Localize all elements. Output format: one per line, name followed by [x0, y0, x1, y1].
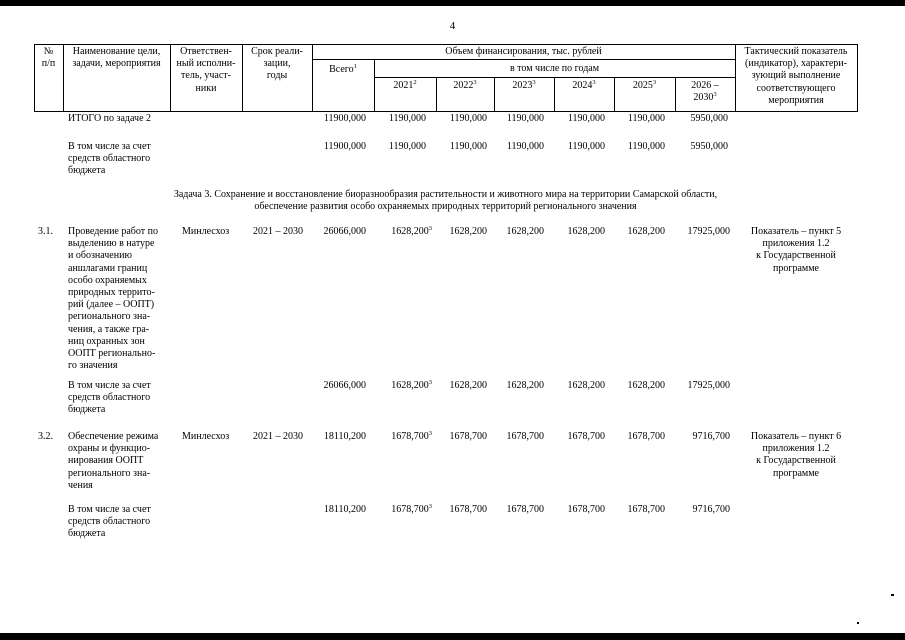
r31-budget-2026-2030: 17925,000	[687, 380, 730, 391]
header-total-sup: 1	[353, 63, 357, 70]
header-year-2026-2030	[675, 80, 735, 104]
r32-budget-total: 18110,200	[323, 504, 366, 515]
itogo-2024: 1190,000	[567, 113, 605, 124]
r31-total: 26066,000	[323, 226, 366, 237]
year-sup: 2	[413, 79, 417, 86]
task3-title: Задача 3. Сохранение и восстановление биоразнообразия растительности и животного мира на территории Самарской области, обеспечение развития особо охраняемых природных территорий регионального значения	[173, 189, 718, 213]
page-number: 4	[449, 20, 456, 32]
itogo-budget-2022: 1190,000	[449, 141, 487, 152]
itogo-budget-2026-2030: 5950,000	[690, 141, 728, 152]
header-indicator: Тактический показатель (индикатор), характери- зующий выполнение соответствующего мероприятия	[744, 46, 848, 106]
r31-2023: 1628,200	[506, 226, 544, 237]
scan-artifact-dot	[857, 622, 859, 624]
header-executor: Ответствен- ный исполни- тель, участ- ники	[176, 46, 236, 94]
r31-2021-sup: 3	[428, 225, 432, 232]
r32-budget-2024: 1678,700	[567, 504, 605, 515]
r32-2026-2030: 9716,700	[692, 431, 730, 442]
header-top-rule	[34, 44, 857, 45]
year-sup: 3	[592, 79, 596, 86]
r31-budget-2023: 1628,200	[506, 380, 544, 391]
r31-budget-2021	[366, 380, 432, 392]
header-year-2021	[374, 80, 436, 92]
year-label: 2023	[512, 80, 533, 91]
r31-indicator: Показатель – пункт 5 приложения 1.2 к Государственной программе	[750, 226, 842, 274]
r31-num: 3.1.	[38, 226, 53, 237]
itogo-total: 11900,000	[323, 113, 366, 124]
year-sup: 3	[652, 79, 657, 86]
header-num: № п/п	[41, 46, 56, 70]
r31-budget-name: В том числе за счет средств областного бюджета	[68, 380, 151, 416]
r31-budget-2025: 1628,200	[627, 380, 665, 391]
r32-2023: 1678,700	[506, 431, 544, 442]
header-year-2023	[494, 80, 554, 92]
itogo-2022: 1190,000	[449, 113, 487, 124]
year-sup: 3	[473, 79, 477, 86]
bottom-border	[0, 633, 905, 640]
itogo-budget-name: В том числе за счет средств областного бюджета	[68, 141, 151, 177]
r31-2021-value: 1628,200	[391, 226, 429, 237]
header-financing: Объем финансирования, тыс. рублей	[445, 46, 602, 57]
header-period: Срок реали- зации, годы	[251, 46, 303, 82]
itogo-budget-2025: 1190,000	[627, 141, 665, 152]
r31-2024: 1628,200	[567, 226, 605, 237]
itogo-2021: 1190,000	[388, 113, 426, 124]
itogo-budget-2021: 1190,000	[388, 141, 426, 152]
header-rule-financing	[312, 59, 735, 60]
year-label: 2026 – 2030	[691, 80, 719, 104]
r31-period: 2021 – 2030	[253, 226, 303, 237]
r32-budget-2025: 1678,700	[627, 504, 665, 515]
itogo-2023: 1190,000	[506, 113, 544, 124]
year-label: 2025	[632, 80, 653, 91]
r31-2025: 1628,200	[627, 226, 665, 237]
r31-2022: 1628,200	[449, 226, 487, 237]
year-label: 2024	[572, 80, 593, 91]
header-by-years: в том числе по годам	[509, 63, 600, 74]
year-label: 2022	[453, 80, 474, 91]
header-year-2025	[614, 80, 675, 92]
r31-budget-2024: 1628,200	[567, 380, 605, 391]
r32-budget-2021-value: 1678,700	[391, 504, 429, 515]
r31-2021	[366, 226, 432, 238]
r32-2024: 1678,700	[567, 431, 605, 442]
r32-period: 2021 – 2030	[253, 431, 303, 442]
r32-2021	[366, 431, 432, 443]
r31-budget-total: 26066,000	[323, 380, 366, 391]
header-year-2024	[554, 80, 614, 92]
r32-executor: Минлесхоз	[182, 431, 230, 442]
r31-2026-2030: 17925,000	[687, 226, 730, 237]
r32-budget-2021-sup: 3	[428, 503, 432, 510]
r32-total: 18110,200	[323, 431, 366, 442]
r32-budget-2021	[366, 504, 432, 516]
year-sup: 3	[713, 91, 717, 99]
itogo-2026-2030: 5950,000	[690, 113, 728, 124]
year-sup: 3	[532, 79, 536, 86]
r31-executor: Минлесхоз	[182, 226, 230, 237]
scan-artifact-dot	[891, 594, 894, 596]
itogo-2025: 1190,000	[627, 113, 665, 124]
header-year-2022	[436, 80, 494, 92]
itogo-budget-2023: 1190,000	[506, 141, 544, 152]
year-label: 2021	[393, 80, 414, 91]
itogo-name: ИТОГО по задаче 2	[68, 113, 152, 124]
r31-budget-2021-value: 1628,200	[391, 380, 429, 391]
vline	[857, 44, 858, 112]
r32-2021-sup: 3	[428, 430, 432, 437]
r32-2022: 1678,700	[449, 431, 487, 442]
r32-budget-name: В том числе за счет средств областного бюджета	[68, 504, 151, 540]
r31-budget-2022: 1628,200	[449, 380, 487, 391]
header-name: Наименование цели, задачи, мероприятия	[72, 46, 161, 70]
r32-name: Обеспечение режима охраны и функцио- нирования ООПТ регионального зна- чения	[68, 431, 159, 491]
header-bottom-rule	[34, 111, 857, 112]
r32-2021-value: 1678,700	[391, 431, 429, 442]
header-total-label: Всего	[329, 64, 354, 75]
r31-name: Проведение работ по выделению в натуре и обозначению аншлагами границ особо охраняемых природных террито- рий (далее – ООПТ) регионального зна- чения, а также гра- ниц охранных зон ООПТ регионально- го значения	[68, 226, 158, 372]
top-border	[0, 0, 905, 6]
r31-budget-2021-sup: 3	[428, 379, 432, 386]
r32-budget-2023: 1678,700	[506, 504, 544, 515]
header-total	[312, 64, 374, 76]
r32-2025: 1678,700	[627, 431, 665, 442]
r32-budget-2026-2030: 9716,700	[692, 504, 730, 515]
r32-indicator: Показатель – пункт 6 приложения 1.2 к Государственной программе	[750, 431, 842, 479]
r32-budget-2022: 1678,700	[449, 504, 487, 515]
itogo-budget-2024: 1190,000	[567, 141, 605, 152]
itogo-budget-total: 11900,000	[323, 141, 366, 152]
r32-num: 3.2.	[38, 431, 53, 442]
